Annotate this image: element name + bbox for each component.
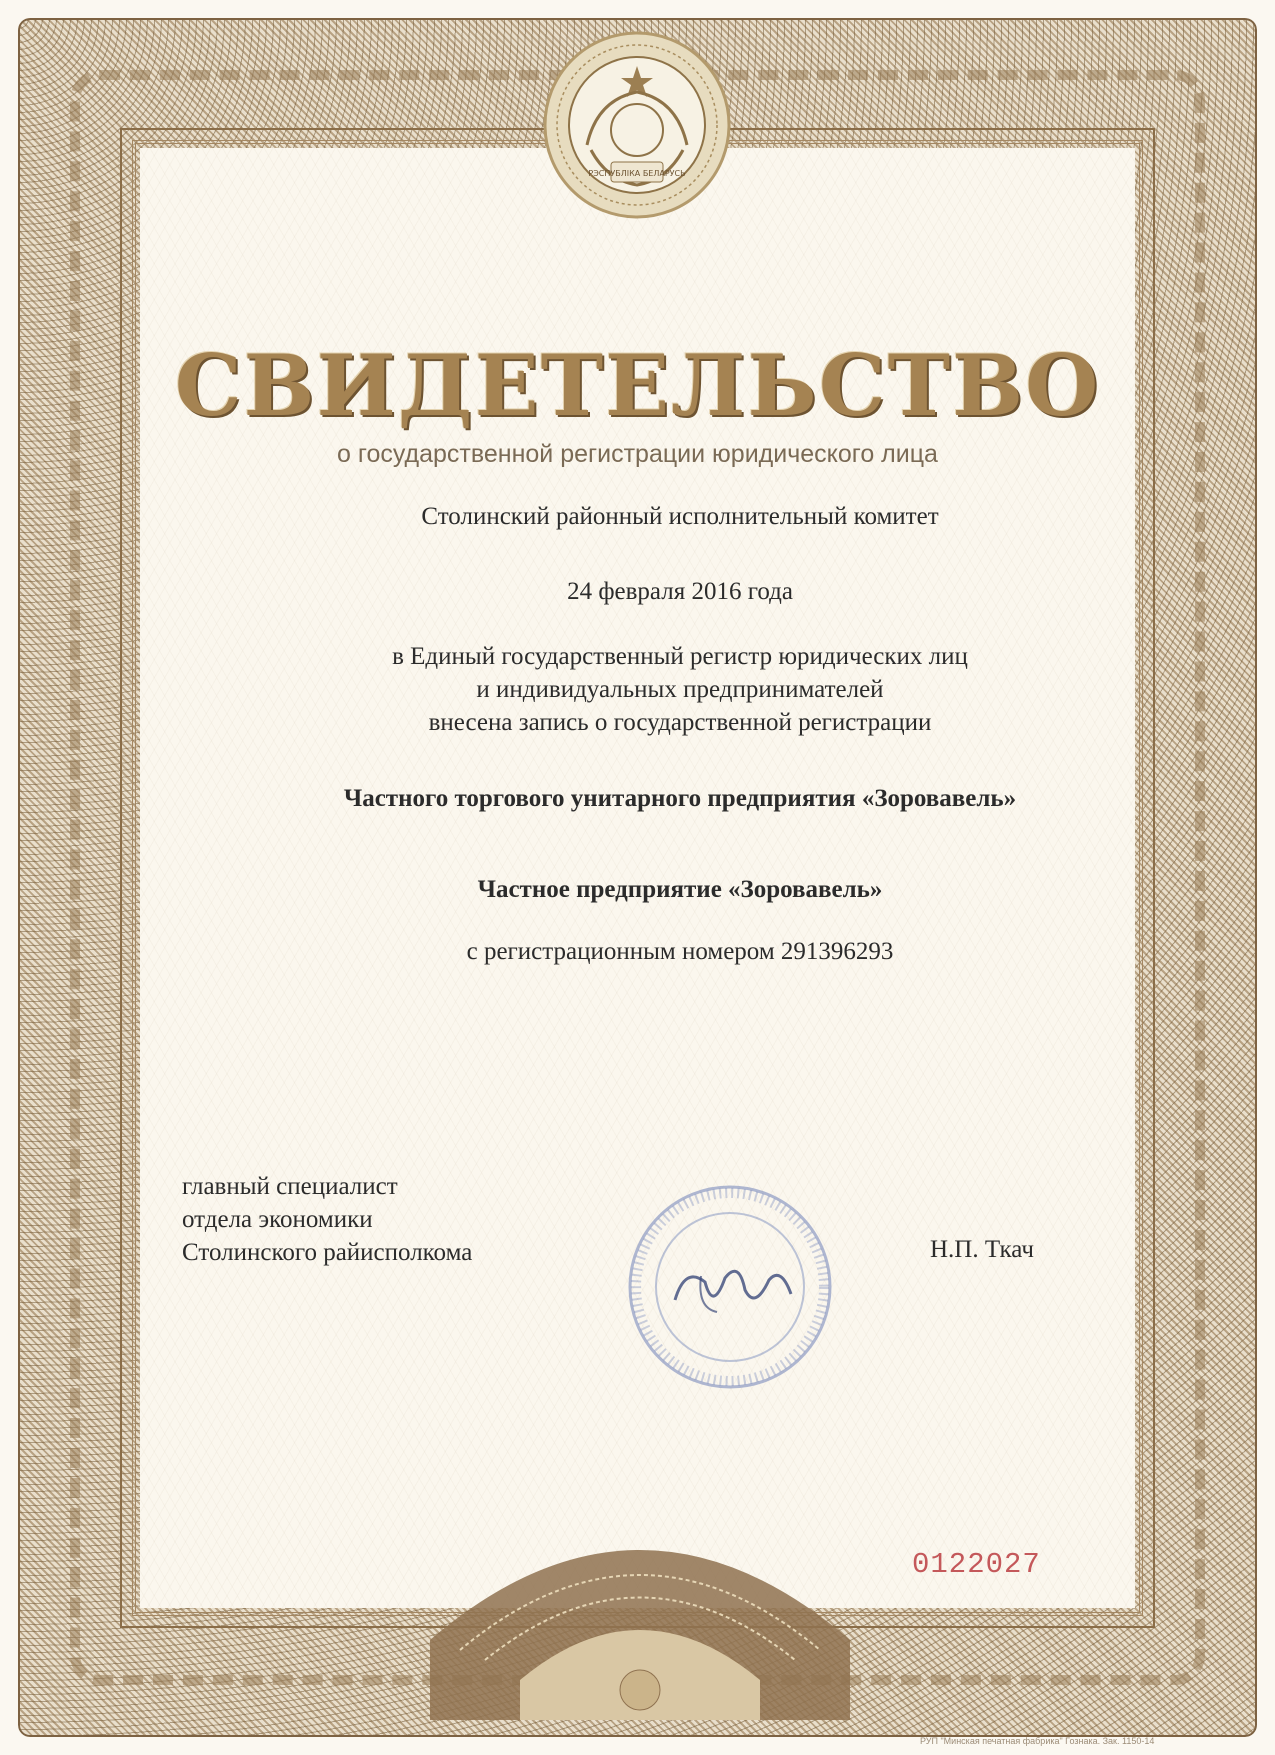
registration-date: 24 февраля 2016 года [567,578,793,605]
state-emblem-icon [527,30,747,220]
printer-note: РУП "Минская печатная фабрика" Гознака. Зак. 1150-14 [920,1736,1155,1746]
emblem-text: РЭСПУБЛІКА БЕЛАРУСЬ [588,169,686,178]
serial-number: 0122027 [912,1548,1041,1581]
body-line-1: в Единый государственный регистр юридических лиц [392,643,968,670]
position-line-3: Столинского райисполкома [182,1239,473,1266]
body-line-3: внесена запись о государственной регистрации [428,709,932,736]
official-stamp-icon [605,1162,855,1412]
signature [675,1271,791,1300]
signatory-position [182,1170,472,1269]
signatory-name: Н.П. Ткач [930,1236,1034,1263]
position-line-2: отдела экономики [182,1206,373,1233]
company-full-name: Частного торгового унитарного предприятия «Зоровавель» [343,785,1017,812]
registration-number: с регистрационным номером 291396293 [466,938,894,965]
document-title: СВИДЕТЕЛЬСТВО [174,336,1101,435]
issuing-authority: Столинский районный исполнительный комитет [421,503,939,530]
guilloche-rosette-icon [430,1490,850,1720]
body-line-2: и индивидуальных предпринимателей [476,676,884,703]
position-line-1: главный специалист [182,1173,398,1200]
company-short-name: Частное предприятие «Зоровавель» [477,876,883,903]
document-subtitle: о государственной регистрации юридического лица [337,440,938,468]
